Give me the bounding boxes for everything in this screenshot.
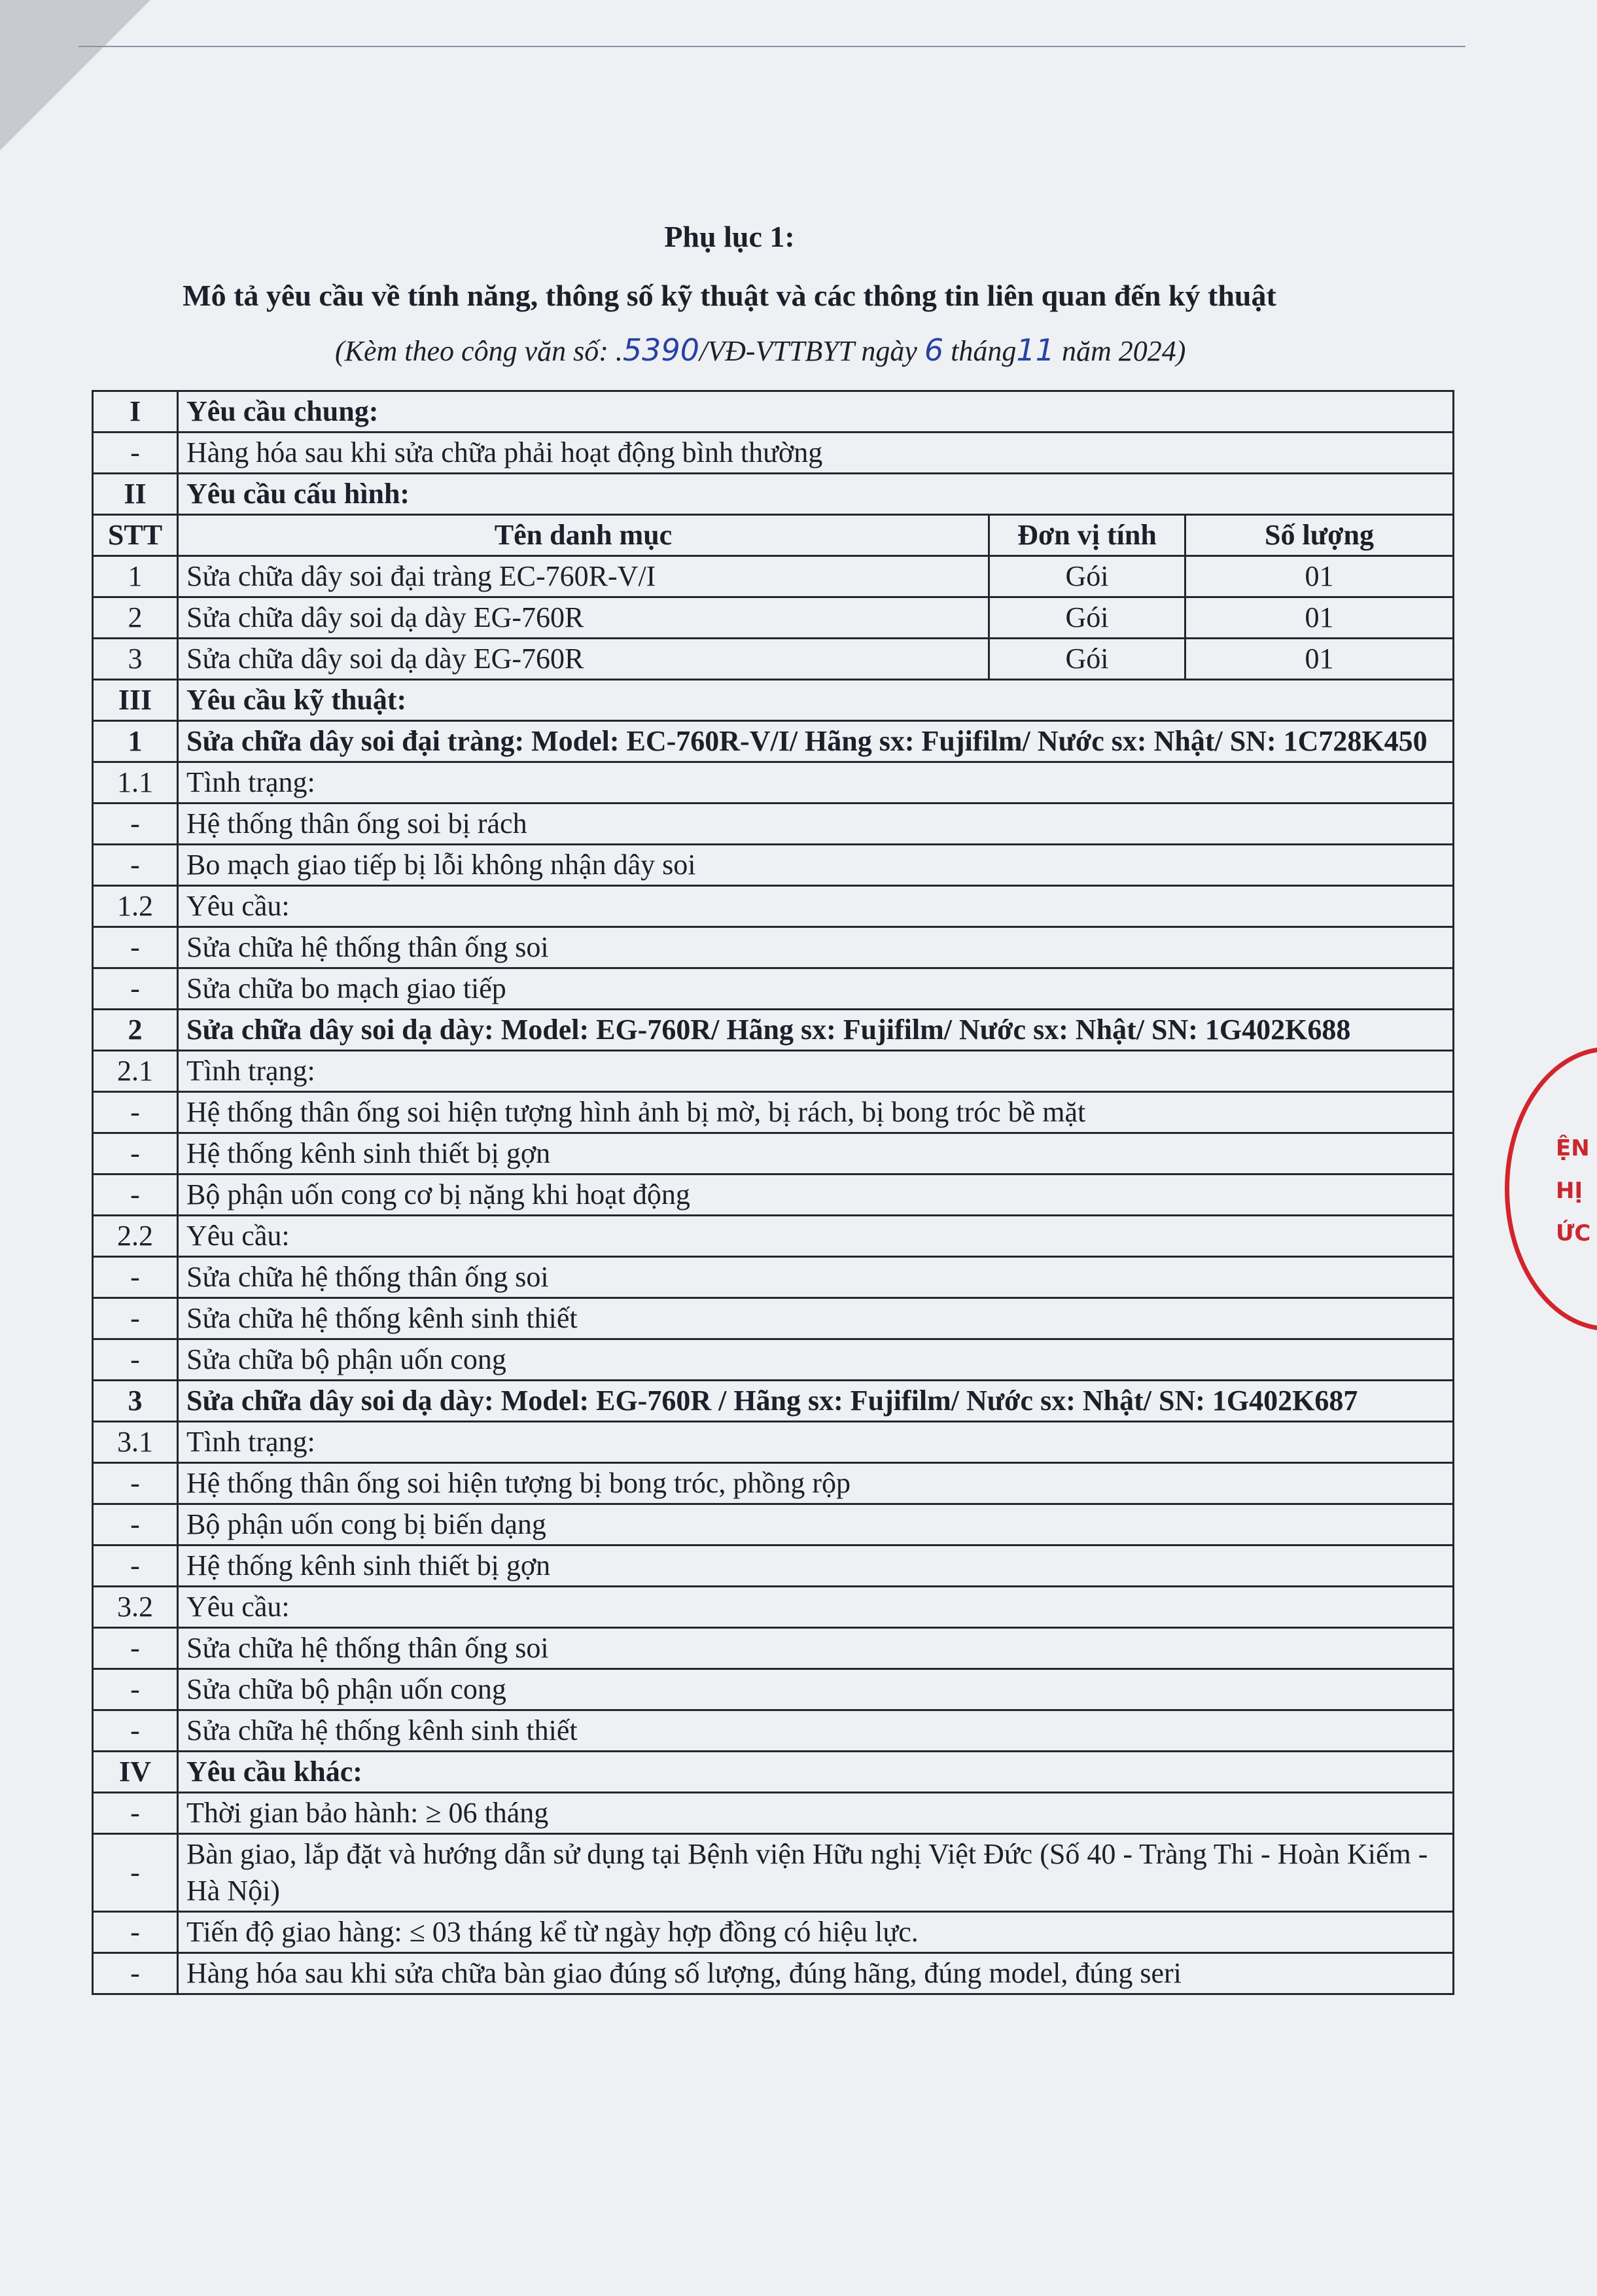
row-text: Bo mạch giao tiếp bị lỗi không nhận dây soi — [178, 845, 1454, 886]
subsection-number: 2.2 — [93, 1216, 178, 1257]
col-header-qty: Số lượng — [1185, 515, 1454, 556]
config-qty: 01 — [1185, 597, 1454, 639]
config-stt: 3 — [93, 639, 178, 680]
ref-prefix: (Kèm theo công văn số: . — [335, 335, 623, 367]
config-header-row — [93, 515, 1454, 556]
config-row — [93, 639, 1454, 680]
row-marker: - — [93, 845, 178, 886]
list-item — [93, 1463, 1454, 1504]
ref-mid1: /VĐ-VTTBYT ngày — [699, 335, 917, 367]
config-stt: 1 — [93, 556, 178, 597]
list-item — [93, 1298, 1454, 1339]
row-text: Sửa chữa bo mạch giao tiếp — [178, 968, 1454, 1010]
row-text: Hệ thống thân ống soi hiện tượng hình ảnh bị mờ, bị rách, bị bong tróc bề mặt — [178, 1092, 1454, 1133]
ref-month-handwritten: 11 — [1016, 332, 1055, 368]
row-marker: - — [93, 1545, 178, 1587]
row-marker: - — [93, 1257, 178, 1298]
row-marker: - — [93, 804, 178, 845]
subsection-number: 1.1 — [93, 762, 178, 804]
section-title: Yêu cầu chung: — [178, 391, 1454, 433]
row-text: Sửa chữa hệ thống kênh sinh thiết — [178, 1298, 1454, 1339]
row-text: Sửa chữa hệ thống thân ống soi — [178, 927, 1454, 968]
item-title: Sửa chữa dây soi dạ dày: Model: EG-760R/ Hãng sx: Fujifilm/ Nước sx: Nhật/ SN: 1G402K688 — [178, 1010, 1454, 1051]
stamp-text: HỊ — [1556, 1178, 1583, 1204]
list-item — [93, 845, 1454, 886]
ref-number-handwritten: 5390 — [622, 332, 699, 368]
config-qty: 01 — [1185, 639, 1454, 680]
item-number: 3 — [93, 1381, 178, 1422]
item-title-row — [93, 1381, 1454, 1422]
row-marker: - — [93, 1628, 178, 1669]
row-marker: - — [93, 1133, 178, 1174]
row-text: Hàng hóa sau khi sửa chữa phải hoạt động bình thường — [178, 433, 1454, 474]
row-marker: - — [93, 1174, 178, 1216]
config-name: Sửa chữa dây soi đại tràng EC-760R-V/I — [178, 556, 989, 597]
item-number: 2 — [93, 1010, 178, 1051]
row-text: Hệ thống thân ống soi bị rách — [178, 804, 1454, 845]
subsection-row — [93, 1422, 1454, 1463]
subsection-row — [93, 1216, 1454, 1257]
row-marker: - — [93, 433, 178, 474]
subsection-row — [93, 1051, 1454, 1092]
list-item — [93, 804, 1454, 845]
list-item — [93, 1339, 1454, 1381]
config-unit: Gói — [989, 556, 1185, 597]
col-header-unit: Đơn vị tính — [989, 515, 1185, 556]
section-row — [93, 474, 1454, 515]
ref-suffix: năm 2024) — [1061, 335, 1186, 367]
row-text: Hệ thống kênh sinh thiết bị gợn — [178, 1545, 1454, 1587]
row-text: Sửa chữa hệ thống thân ống soi — [178, 1628, 1454, 1669]
row-marker: - — [93, 1710, 178, 1752]
list-item — [93, 1834, 1454, 1912]
row-marker: - — [93, 1834, 178, 1912]
config-stt: 2 — [93, 597, 178, 639]
subsection-label: Tình trạng: — [178, 762, 1454, 804]
row-marker: - — [93, 1953, 178, 1994]
section-title: Yêu cầu khác: — [178, 1752, 1454, 1793]
list-item — [93, 1710, 1454, 1752]
row-text: Tiến độ giao hàng: ≤ 03 tháng kể từ ngày hợp đồng có hiệu lực. — [178, 1912, 1454, 1953]
subsection-number: 1.2 — [93, 886, 178, 927]
subsection-label: Yêu cầu: — [178, 1216, 1454, 1257]
ref-mid2: tháng — [951, 335, 1017, 367]
item-title-row — [93, 1010, 1454, 1051]
row-text: Sửa chữa bộ phận uốn cong — [178, 1339, 1454, 1381]
row-marker: - — [93, 1298, 178, 1339]
subsection-label: Tình trạng: — [178, 1422, 1454, 1463]
subsection-number: 3.2 — [93, 1587, 178, 1628]
row-text: Thời gian bảo hành: ≥ 06 tháng — [178, 1793, 1454, 1834]
row-text: Bàn giao, lắp đặt và hướng dẫn sử dụng tại Bệnh viện Hữu nghị Việt Đức (Số 40 - Tràng Thi - Hoàn Kiếm - Hà Nội) — [178, 1834, 1454, 1912]
config-name: Sửa chữa dây soi dạ dày EG-760R — [178, 639, 989, 680]
subsection-label: Yêu cầu: — [178, 886, 1454, 927]
config-qty: 01 — [1185, 556, 1454, 597]
config-unit: Gói — [989, 597, 1185, 639]
page-subtitle: Mô tả yêu cầu về tính năng, thông số kỹ thuật và các thông tin liên quan đến ký thuật — [183, 279, 1276, 312]
row-text: Hệ thống kênh sinh thiết bị gợn — [178, 1133, 1454, 1174]
col-header-name: Tên danh mục — [178, 515, 989, 556]
section-number: II — [93, 474, 178, 515]
row-text: Sửa chữa hệ thống kênh sinh thiết — [178, 1710, 1454, 1752]
ref-day-handwritten: 6 — [924, 332, 944, 368]
header-rule — [79, 46, 1465, 47]
list-item — [93, 1257, 1454, 1298]
row-marker: - — [93, 927, 178, 968]
config-row — [93, 556, 1454, 597]
row-marker: - — [93, 1339, 178, 1381]
row-text: Bộ phận uốn cong cơ bị nặng khi hoạt động — [178, 1174, 1454, 1216]
table-row — [93, 433, 1454, 474]
item-title: Sửa chữa dây soi đại tràng: Model: EC-760R-V/I/ Hãng sx: Fujifilm/ Nước sx: Nhật/ SN: 1C728K450 — [178, 721, 1454, 762]
folded-page-corner — [0, 0, 150, 150]
list-item — [93, 968, 1454, 1010]
list-item — [93, 1504, 1454, 1545]
section-row — [93, 391, 1454, 433]
config-row — [93, 597, 1454, 639]
stamp-text: ỨC — [1556, 1220, 1591, 1246]
section-row — [93, 680, 1454, 721]
subsection-number: 3.1 — [93, 1422, 178, 1463]
list-item — [93, 927, 1454, 968]
section-number: I — [93, 391, 178, 433]
section-title: Yêu cầu cấu hình: — [178, 474, 1454, 515]
section-row — [93, 1752, 1454, 1793]
item-number: 1 — [93, 721, 178, 762]
subsection-number: 2.1 — [93, 1051, 178, 1092]
page-title: Phụ lục 1: — [664, 220, 795, 253]
row-text: Sửa chữa hệ thống thân ống soi — [178, 1257, 1454, 1298]
row-marker: - — [93, 1793, 178, 1834]
red-seal-stamp — [1505, 1047, 1597, 1331]
section-title: Yêu cầu kỹ thuật: — [178, 680, 1454, 721]
row-marker: - — [93, 1669, 178, 1710]
stamp-text: ỆN — [1556, 1135, 1590, 1161]
list-item — [93, 1133, 1454, 1174]
subsection-row — [93, 1587, 1454, 1628]
list-item — [93, 1669, 1454, 1710]
item-title-row — [93, 721, 1454, 762]
list-item — [93, 1174, 1454, 1216]
list-item — [93, 1912, 1454, 1953]
col-header-stt: STT — [93, 515, 178, 556]
row-marker: - — [93, 1092, 178, 1133]
row-marker: - — [93, 1504, 178, 1545]
list-item — [93, 1092, 1454, 1133]
reference-line — [335, 332, 1185, 368]
row-text: Sửa chữa bộ phận uốn cong — [178, 1669, 1454, 1710]
item-title: Sửa chữa dây soi dạ dày: Model: EG-760R / Hãng sx: Fujifilm/ Nước sx: Nhật/ SN: 1G402K687 — [178, 1381, 1454, 1422]
list-item — [93, 1793, 1454, 1834]
subsection-row — [93, 762, 1454, 804]
list-item — [93, 1545, 1454, 1587]
row-text: Bộ phận uốn cong bị biến dạng — [178, 1504, 1454, 1545]
row-marker: - — [93, 1912, 178, 1953]
config-unit: Gói — [989, 639, 1185, 680]
row-text: Hệ thống thân ống soi hiện tượng bị bong tróc, phồng rộp — [178, 1463, 1454, 1504]
row-text: Hàng hóa sau khi sửa chữa bàn giao đúng số lượng, đúng hãng, đúng model, đúng seri — [178, 1953, 1454, 1994]
list-item — [93, 1953, 1454, 1994]
requirements-table — [92, 390, 1454, 1995]
subsection-label: Tình trạng: — [178, 1051, 1454, 1092]
section-number: IV — [93, 1752, 178, 1793]
row-marker: - — [93, 1463, 178, 1504]
row-marker: - — [93, 968, 178, 1010]
section-number: III — [93, 680, 178, 721]
subsection-row — [93, 886, 1454, 927]
subsection-label: Yêu cầu: — [178, 1587, 1454, 1628]
list-item — [93, 1628, 1454, 1669]
config-name: Sửa chữa dây soi dạ dày EG-760R — [178, 597, 989, 639]
